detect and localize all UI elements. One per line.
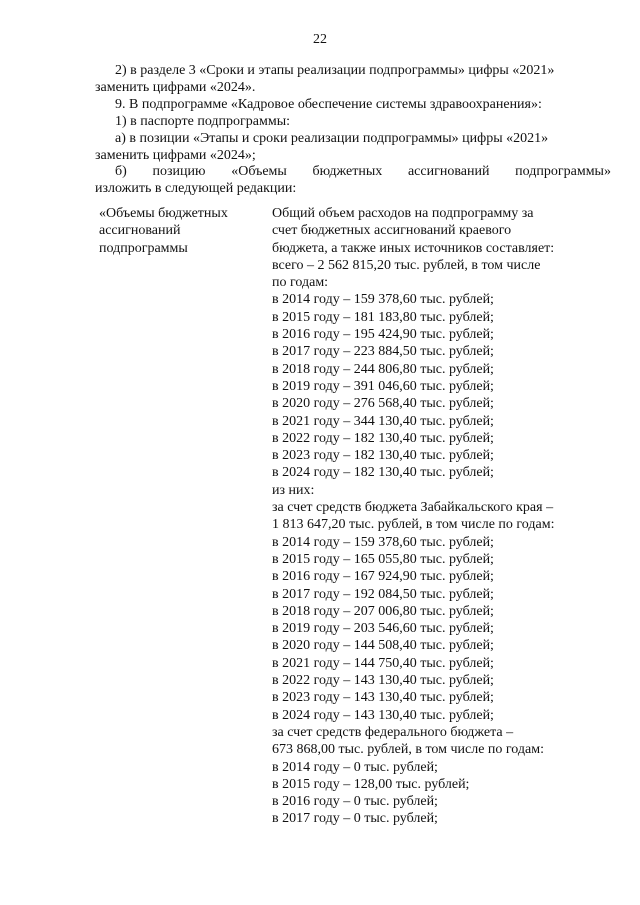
total-year-line: в 2022 году – 182 130,40 тыс. рублей;	[272, 430, 494, 446]
regional-year-line: в 2014 году – 159 378,60 тыс. рублей;	[272, 534, 494, 550]
content-line: Общий объем расходов на подпрограмму за	[272, 206, 534, 221]
regional-header-line: за счет средств бюджета Забайкальского края –	[272, 500, 554, 516]
total-year-line: в 2020 году – 276 568,40 тыс. рублей;	[272, 396, 494, 412]
regional-year-line: в 2015 году – 165 055,80 тыс. рублей;	[272, 551, 494, 567]
regional-year-line: в 2022 году – 143 130,40 тыс. рублей;	[272, 673, 494, 689]
paragraph-5-word: подпрограммы»	[515, 164, 611, 180]
paragraph-5-word: б)	[115, 164, 127, 180]
content-line: всего – 2 562 815,20 тыс. рублей, в том числе	[272, 257, 541, 273]
label-line: подпрограммы	[99, 240, 188, 256]
total-year-line: в 2021 году – 344 130,40 тыс. рублей;	[272, 413, 494, 429]
paragraph-5-word: ассигнований	[407, 164, 490, 180]
paragraph-5-cont: изложить в следующей редакции:	[95, 181, 297, 197]
total-year-line: в 2014 году – 159 378,60 тыс. рублей;	[272, 292, 494, 308]
total-year-line: в 2016 году – 195 424,90 тыс. рублей;	[272, 327, 494, 343]
paragraph-1: 2) в разделе 3 «Сроки и этапы реализации подпрограммы» цифры «2021»	[115, 63, 555, 78]
federal-year-line: в 2016 году – 0 тыс. рублей;	[272, 794, 438, 810]
regional-year-line: в 2023 году – 143 130,40 тыс. рублей;	[272, 690, 494, 706]
paragraph-4: а) в позиции «Этапы и сроки реализации подпрограммы» цифры «2021»	[115, 130, 549, 146]
regional-header-line: 1 813 647,20 тыс. рублей, в том числе по годам:	[272, 517, 555, 533]
regional-year-line: в 2021 году – 144 750,40 тыс. рублей;	[272, 655, 494, 671]
federal-header-line: 673 868,00 тыс. рублей, в том числе по годам:	[272, 742, 544, 758]
total-year-line: в 2018 году – 244 806,80 тыс. рублей;	[272, 361, 494, 377]
regional-year-line: в 2020 году – 144 508,40 тыс. рублей;	[272, 638, 494, 654]
intro-text	[95, 63, 611, 198]
federal-year-line: в 2014 году – 0 тыс. рублей;	[272, 759, 438, 775]
content-line: по годам:	[272, 275, 329, 291]
paragraph-1-cont: заменить цифрами «2024».	[95, 79, 256, 95]
content-line: счет бюджетных ассигнований краевого	[272, 223, 512, 239]
regional-year-line: в 2019 году – 203 546,60 тыс. рублей;	[272, 621, 494, 637]
regional-year-line: в 2017 году – 192 084,50 тыс. рублей;	[272, 586, 494, 602]
of-them-line: из них:	[272, 482, 315, 498]
paragraph-4-cont: заменить цифрами «2024»;	[95, 147, 256, 163]
paragraph-5-word: «Объемы	[231, 164, 287, 180]
page-number: 22	[313, 32, 327, 47]
total-year-line: в 2024 году – 182 130,40 тыс. рублей;	[272, 465, 494, 481]
label-line: ассигнований	[99, 223, 181, 239]
regional-year-line: в 2024 году – 143 130,40 тыс. рублей;	[272, 707, 494, 723]
federal-year-line: в 2015 году – 128,00 тыс. рублей;	[272, 776, 470, 792]
total-year-line: в 2023 году – 182 130,40 тыс. рублей;	[272, 448, 494, 464]
paragraph-2: 9. В подпрограмме «Кадровое обеспечение системы здравоохранения»:	[115, 96, 542, 112]
regional-year-line: в 2016 году – 167 924,90 тыс. рублей;	[272, 569, 494, 585]
paragraph-5-word: бюджетных	[312, 164, 383, 180]
total-year-line: в 2015 году – 181 183,80 тыс. рублей;	[272, 309, 494, 325]
paragraph-5	[95, 164, 611, 181]
federal-header-line: за счет средств федерального бюджета –	[272, 724, 514, 740]
federal-year-line: в 2017 году – 0 тыс. рублей;	[272, 811, 438, 827]
content-line: бюджета, а также иных источников составляет:	[272, 240, 555, 256]
position-content	[272, 205, 612, 828]
total-year-line: в 2019 году – 391 046,60 тыс. рублей;	[272, 378, 494, 394]
regional-year-line: в 2018 году – 207 006,80 тыс. рублей;	[272, 603, 494, 619]
label-line: «Объемы бюджетных	[99, 206, 228, 221]
total-year-line: в 2017 году – 223 884,50 тыс. рублей;	[272, 344, 494, 360]
position-label	[99, 205, 269, 257]
paragraph-5-word: позицию	[152, 164, 206, 180]
paragraph-3: 1) в паспорте подпрограммы:	[115, 113, 291, 129]
